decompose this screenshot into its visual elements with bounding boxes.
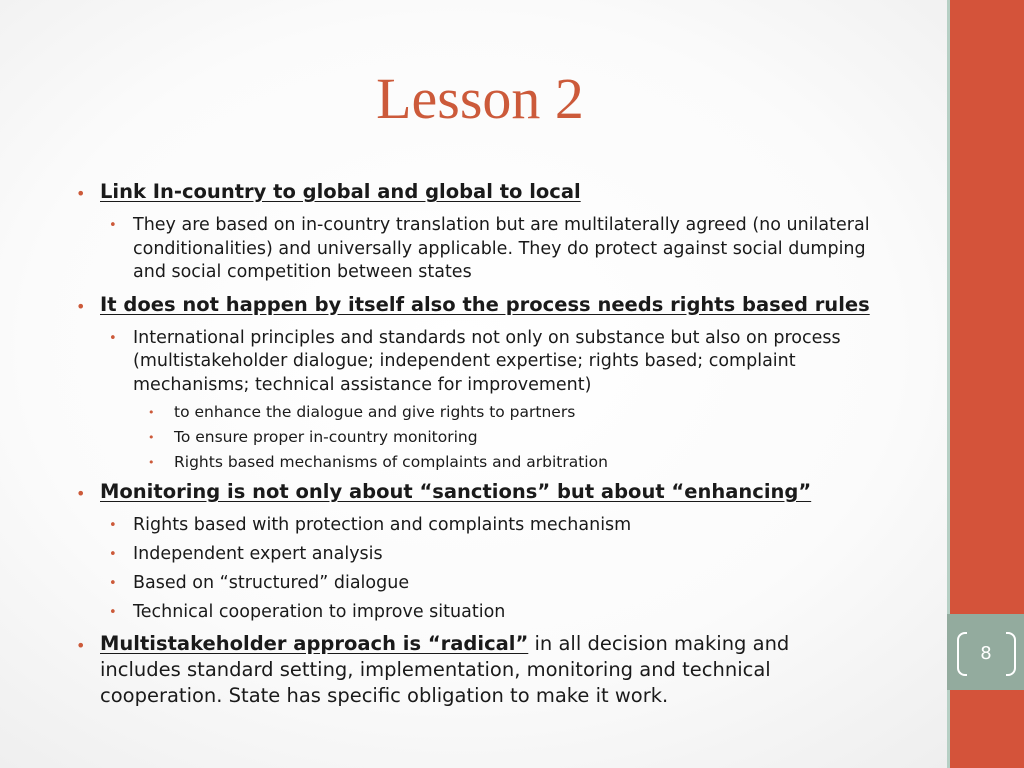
sub-item <box>109 572 936 596</box>
section-item <box>76 631 936 709</box>
bullet-icon: • <box>76 484 86 503</box>
bullet-icon: • <box>148 431 155 444</box>
sub-item <box>109 327 936 398</box>
sub-item-text: Based on “structured” dialogue <box>133 573 410 593</box>
sub-item-text: They are based on in-country translation but are multilaterally agreed (no unilateral conditionalities) and universally applicable. They do protect against social dumping and social competition between states <box>133 215 870 282</box>
sub-item <box>109 601 936 625</box>
sub-sub-item-text: to enhance the dialogue and give rights to partners <box>174 403 576 421</box>
section-heading: It does not happen by itself also the process needs rights based rules <box>100 292 870 316</box>
bullet-icon: • <box>109 547 117 562</box>
sub-item <box>109 514 936 538</box>
sub-item-text: International principles and standards not only on substance but also on process (multistakeholder dialogue; independent expertise; rights based; complaint mechanisms; technical assistance for improvement) <box>133 327 841 395</box>
right-brace-icon <box>1006 632 1016 676</box>
section-heading: Multistakeholder approach is “radical” <box>100 632 529 655</box>
section-item <box>76 292 936 321</box>
sub-sub-item-text: To ensure proper in-country monitoring <box>174 428 478 446</box>
bullet-icon: • <box>148 456 155 469</box>
sub-sub-item <box>148 452 936 473</box>
sub-item <box>109 214 936 285</box>
sub-item-text: Rights based with protection and complaints mechanism <box>133 515 632 535</box>
bullet-icon: • <box>109 218 117 233</box>
section-item <box>76 179 936 208</box>
bullet-icon: • <box>109 330 117 346</box>
section-paragraph <box>100 631 870 709</box>
section-heading: Monitoring is not only about “sanctions” but about “enhancing” <box>100 480 812 503</box>
page-number: 8 <box>980 643 992 664</box>
bullet-icon: • <box>76 636 86 655</box>
bullet-icon: • <box>148 406 155 419</box>
sub-sub-item <box>148 402 936 423</box>
bullet-icon: • <box>76 296 86 316</box>
bullet-icon: • <box>109 518 117 533</box>
section-heading: Link In-country to global and global to local <box>100 180 581 203</box>
bullet-icon: • <box>109 605 117 620</box>
slide-title: Lesson 2 <box>376 66 584 131</box>
sub-sub-item-text: Rights based mechanisms of complaints and arbitration <box>174 453 608 471</box>
bullet-icon: • <box>109 576 117 591</box>
sub-item-text: Independent expert analysis <box>133 544 383 564</box>
section-body: in all decision making and includes standard setting, implementation, monitoring and technical cooperation. State has specific obligation to make it work. <box>100 632 790 707</box>
section-item <box>76 479 936 508</box>
bullet-icon: • <box>76 184 86 203</box>
sub-item <box>109 543 936 567</box>
sub-sub-item <box>148 427 936 448</box>
sub-item-text: Technical cooperation to improve situation <box>133 602 506 622</box>
bullet-list <box>76 179 936 709</box>
